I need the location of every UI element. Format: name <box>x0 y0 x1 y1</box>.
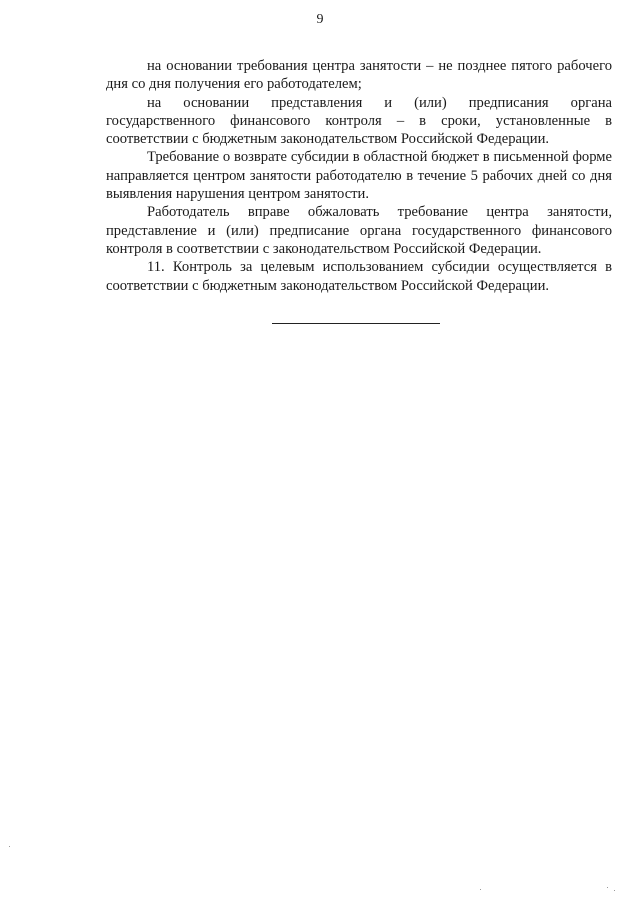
paragraph-financial-control-order: на основании представления и (или) предписания органа государственного финансового контроля – в сроки, установленные в соответствии с бюджетным законодательством Российской Федерации. <box>106 94 612 148</box>
document-body <box>106 57 612 295</box>
paragraph-section-11-control: 11. Контроль за целевым использованием субсидии осуществляется в соответствии с бюджетным законодательством Российской Федерации. <box>106 259 612 294</box>
paragraph-refund-demand: Требование о возврате субсидии в областной бюджет в письменной форме направляется центром занятости работодателю в течение 5 рабочих дней со дня выявления нарушения центром занятости. <box>106 149 612 203</box>
scan-speck <box>607 887 608 888</box>
scan-speck <box>9 846 10 847</box>
end-of-text-divider <box>272 323 440 324</box>
scan-speck <box>480 889 481 890</box>
scan-speck <box>614 890 615 891</box>
paragraph-employment-center-demand: на основании требования центра занятости – не позднее пятого рабочего дня со дня получения его работодателем; <box>106 58 612 93</box>
paragraph-appeal-right: Работодатель вправе обжаловать требование центра занятости, представление и (или) предписание органа государственного финансового контроля в соответствии с законодательством Российской Федерации. <box>106 204 612 257</box>
page-number: 9 <box>316 12 324 27</box>
